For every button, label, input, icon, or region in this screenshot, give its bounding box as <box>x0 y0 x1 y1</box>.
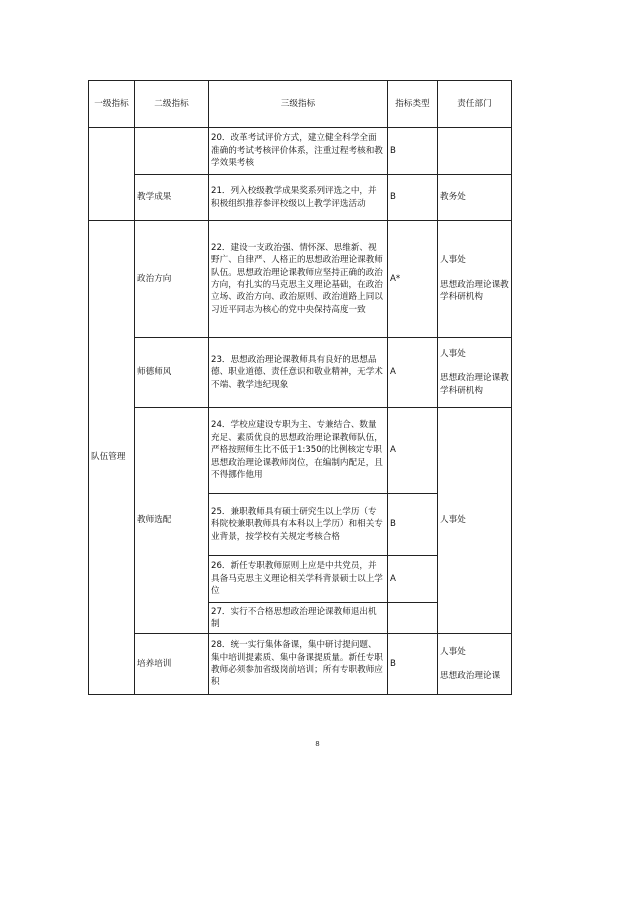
type-cell: A <box>388 556 438 603</box>
department-ideology: 思想政治理论课教学科研机构 <box>440 279 509 303</box>
level3-cell: 20．改革考试评价方式，建立健全科学全面准确的考试考核评价体系，注重过程考核和教学效果考核 <box>209 128 388 175</box>
type-cell: B <box>388 175 438 221</box>
header-level3: 三级指标 <box>209 81 388 128</box>
header-department: 责任部门 <box>438 81 512 128</box>
indicator-table <box>88 80 512 695</box>
level2-cell-empty <box>135 128 209 175</box>
department-cell <box>438 634 512 695</box>
type-cell: A <box>388 408 438 494</box>
table-header-row <box>89 81 512 128</box>
department-personnel: 人事处 <box>440 255 466 266</box>
header-level2: 二级指标 <box>135 81 209 128</box>
table-row <box>89 634 512 695</box>
level3-cell: 21．列入校级教学成果奖系列评选之中，并积极组织推荐参评校级以上教学评选活动 <box>209 175 388 221</box>
level2-cell: 培养培训 <box>135 634 209 695</box>
department-personnel: 人事处 <box>440 348 466 359</box>
department-cell: 人事处 <box>438 408 512 634</box>
level3-cell: 24．学校应建设专职为主、专兼结合、数量充足、素质优良的思想政治理论课教师队伍，严格按照师生比不低于1:350的比例核定专职思想政治理论课教师岗位，在编制内配足，且不得挪作他用 <box>209 408 388 494</box>
level2-cell: 教师选配 <box>135 408 209 634</box>
department-cell <box>438 221 512 338</box>
type-cell: A* <box>388 221 438 338</box>
table-row <box>89 128 512 175</box>
department-personnel: 人事处 <box>440 646 466 657</box>
level1-cell-empty <box>89 128 135 221</box>
header-level1: 一级指标 <box>89 81 135 128</box>
table-row <box>89 338 512 408</box>
level3-cell: 23．思想政治理论课教师具有良好的思想品德、职业道德、责任意识和敬业精神，无学术不端、教学违纪现象 <box>209 338 388 408</box>
level2-cell: 师德师风 <box>135 338 209 408</box>
header-type: 指标类型 <box>388 81 438 128</box>
department-cell: 教务处 <box>438 175 512 221</box>
level2-cell: 教学成果 <box>135 175 209 221</box>
type-cell <box>388 603 438 634</box>
level3-cell: 25．兼职教师具有硕士研究生以上学历（专科院校兼职教师具有本科以上学历）和相关专业背景，按学校有关规定考核合格 <box>209 494 388 556</box>
type-cell: B <box>388 494 438 556</box>
type-cell: B <box>388 634 438 695</box>
table-row <box>89 221 512 338</box>
level2-cell: 政治方向 <box>135 221 209 338</box>
department-ideology-short: 思想政治理论课 <box>440 671 501 681</box>
type-cell: A <box>388 338 438 408</box>
department-ideology: 思想政治理论课教学科研机构 <box>440 373 509 396</box>
level1-cell: 队伍管理 <box>89 221 135 695</box>
table-row <box>89 175 512 221</box>
level3-cell: 28．统一实行集体备课，集中研讨提问题、集中培训提素质、集中备课提质量。新任专职教师必须参加省级岗前培训；所有专职教师应积 <box>209 634 388 695</box>
table-row <box>89 408 512 494</box>
page-number: 8 <box>315 740 320 748</box>
department-cell-empty <box>438 128 512 175</box>
level3-cell: 26．新任专职教师原则上应是中共党员，并具备马克思主义理论相关学科背景硕士以上学位 <box>209 556 388 603</box>
level3-cell: 22．建设一支政治强、情怀深、思维新、视野广、自律严、人格正的思想政治理论课教师队伍。思想政治理论课教师应坚持正确的政治方向，有扎实的马克思主义理论基础，在政治立场、政治方向、政治原则、政治道路上同以习近平同志为核心的党中央保持高度一致 <box>209 221 388 338</box>
department-cell <box>438 338 512 408</box>
type-cell: B <box>388 128 438 175</box>
level3-cell: 27．实行不合格思想政治理论课教师退出机制 <box>209 603 388 634</box>
